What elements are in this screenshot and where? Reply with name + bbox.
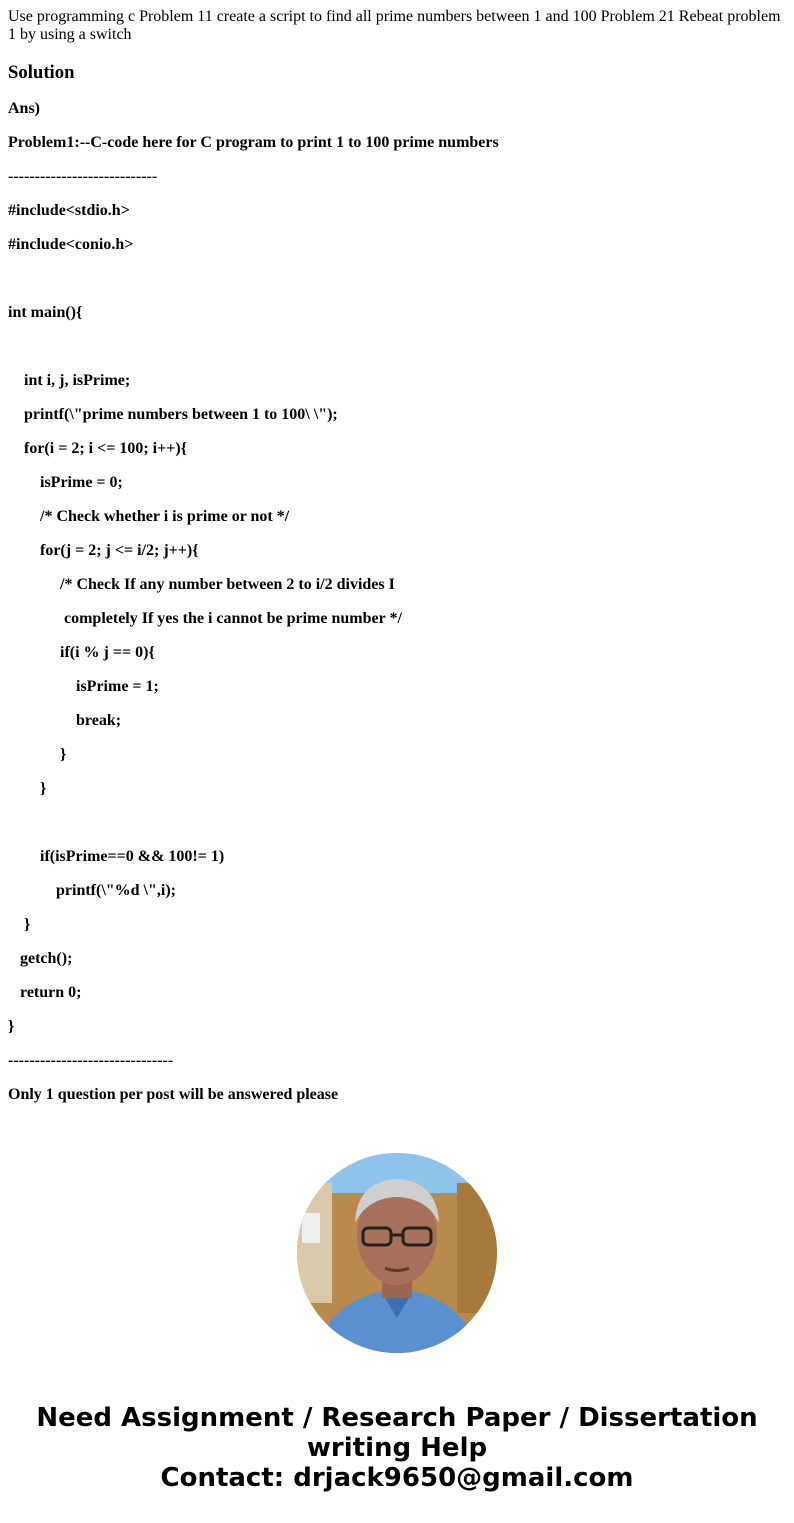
answer-line: } — [8, 916, 31, 933]
answer-line — [8, 814, 786, 832]
answer-line: ---------------------------- — [8, 168, 158, 185]
answer-line: for(j = 2; j <= i/2; j++){ — [8, 542, 199, 559]
answer-line: return 0; — [8, 984, 82, 1001]
answer-line: #include<conio.h> — [8, 236, 134, 253]
answer-line: Problem1:--C-code here for C program to print 1 to 100 prime numbers — [8, 134, 499, 151]
answer-line: ------------------------------- — [8, 1052, 174, 1069]
answer-line: int i, j, isPrime; — [8, 372, 131, 389]
footer-line-2: writing Help — [306, 1433, 488, 1463]
answer-line — [8, 270, 786, 288]
question-text: Use programming c Problem 11 create a script to find all prime numbers between 1 and 100 Problem 21 Rebeat problem 1 by using a switch — [8, 8, 781, 43]
answer-line: printf(\"%d \",i); — [8, 882, 176, 899]
answer-line: /* Check whether i is prime or not */ — [8, 508, 290, 525]
answer-line: for(i = 2; i <= 100; i++){ — [8, 440, 187, 457]
answer-line: getch(); — [8, 950, 73, 967]
answer-line: isPrime = 0; — [8, 474, 123, 491]
author-photo — [297, 1153, 497, 1353]
answer-body — [8, 100, 786, 1104]
answer-line: Only 1 question per post will be answered please — [8, 1086, 339, 1103]
answer-line: printf(\"prime numbers between 1 to 100\ \"); — [8, 406, 338, 423]
solution-heading: Solution — [8, 62, 75, 83]
answer-line: if(i % j == 0){ — [8, 644, 155, 661]
answer-line: break; — [8, 712, 122, 729]
answer-line: #include<stdio.h> — [8, 202, 130, 219]
answer-line: Ans) — [8, 100, 41, 117]
answer-line: int main(){ — [8, 304, 83, 321]
answer-line — [8, 338, 786, 356]
footer-contact: Contact: drjack9650@gmail.com — [160, 1463, 634, 1493]
answer-line: } — [8, 780, 47, 797]
answer-line: if(isPrime==0 && 100!= 1) — [8, 848, 225, 865]
answer-line: } — [8, 1018, 15, 1035]
answer-line: completely If yes the i cannot be prime number */ — [8, 610, 402, 627]
footer-line-1: Need Assignment / Research Paper / Dissertation — [36, 1403, 758, 1433]
answer-line: } — [8, 746, 67, 763]
answer-line: /* Check If any number between 2 to i/2 divides I — [8, 576, 395, 593]
contact-footer — [0, 1403, 794, 1493]
answer-line: isPrime = 1; — [8, 678, 159, 695]
